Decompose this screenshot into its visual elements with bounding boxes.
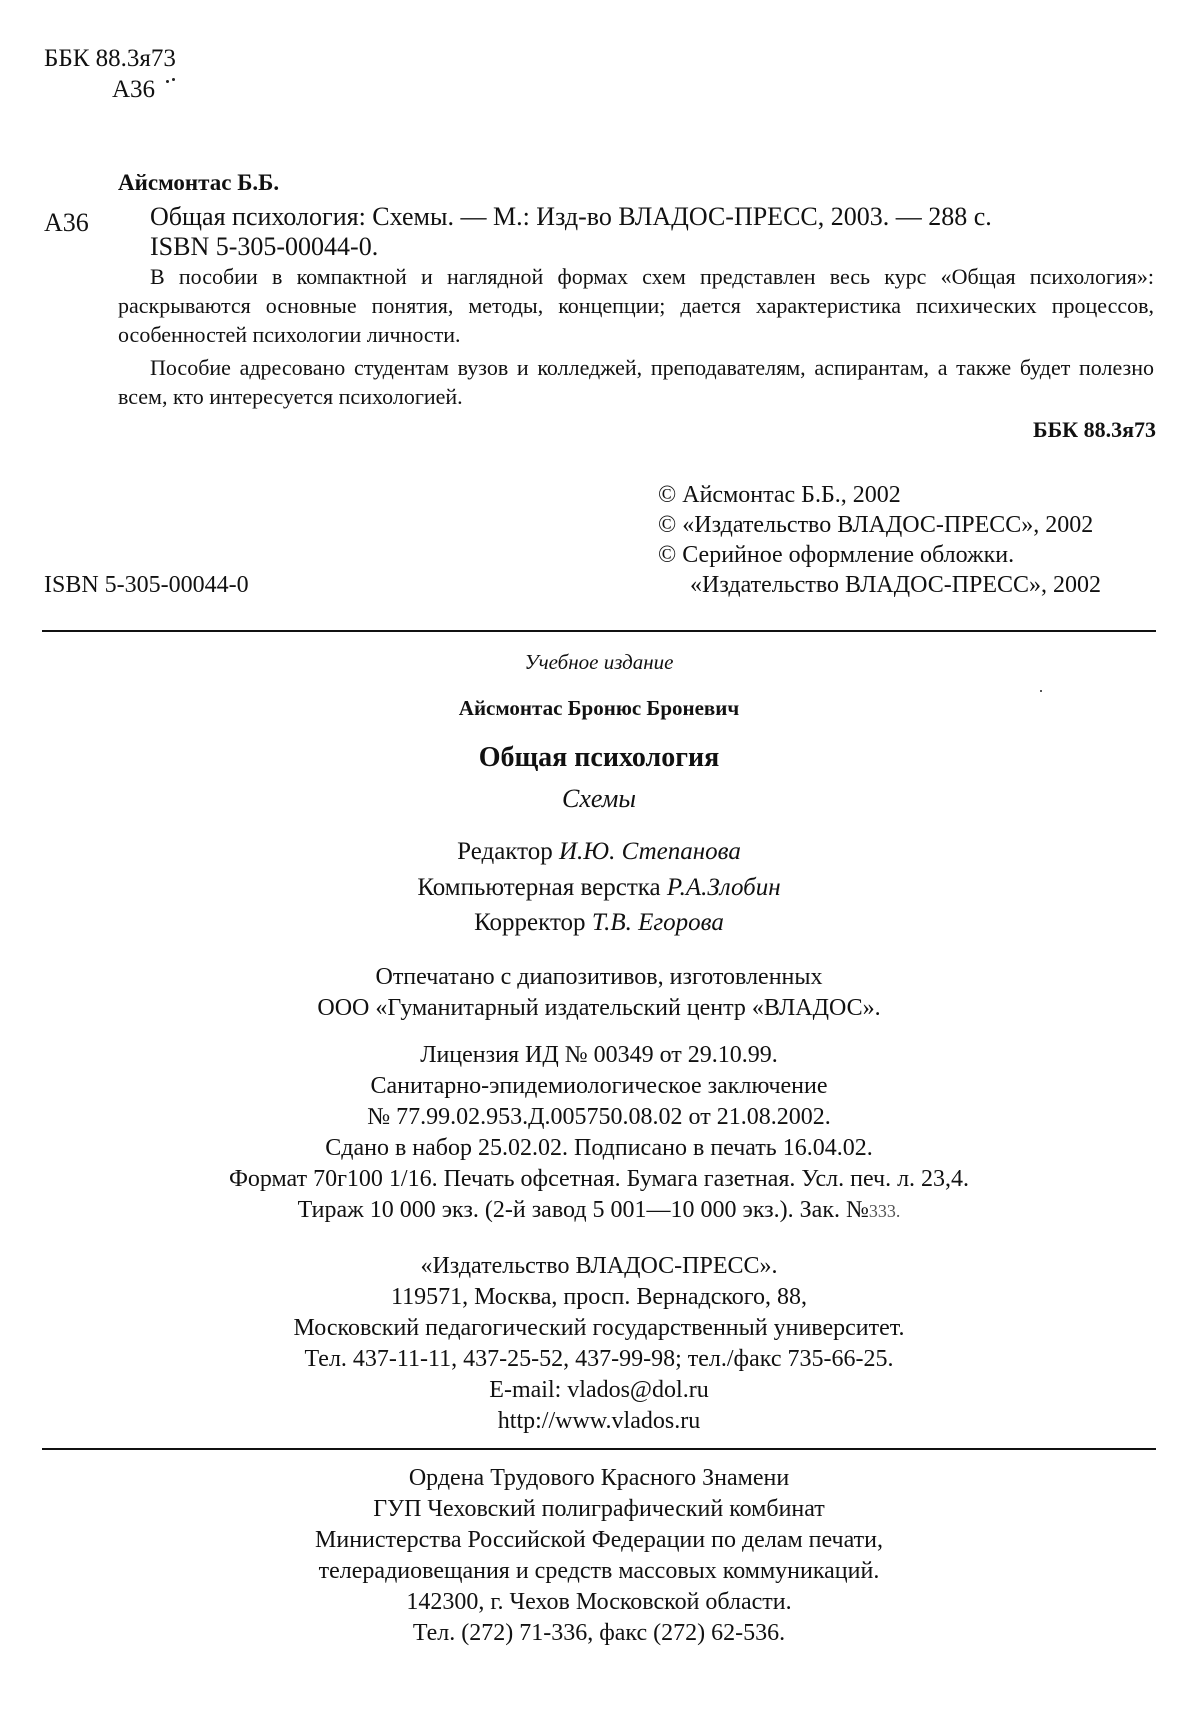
layout-label: Компьютерная верстка xyxy=(417,874,660,901)
publisher-address: 119571, Москва, просп. Вернадского, 88, xyxy=(42,1282,1156,1312)
printed-from-line: Отпечатано с диапозитивов, изготовленных xyxy=(42,962,1156,992)
card-author: Айсмонтас Б.Б. xyxy=(118,168,279,198)
copyright-line: © «Издательство ВЛАДОС-ПРЕСС», 2002 xyxy=(658,510,1101,540)
editor-line xyxy=(42,836,1156,867)
book-title: Общая психология xyxy=(42,740,1156,776)
copyright-line: © Айсмонтас Б.Б., 2002 xyxy=(658,480,1101,510)
divider xyxy=(42,1448,1156,1450)
publisher-name: «Издательство ВЛАДОС-ПРЕСС». xyxy=(42,1251,1156,1281)
printed-by-line: ООО «Гуманитарный издательский центр «ВЛАДОС». xyxy=(42,993,1156,1023)
format-line: Формат 70г100 1/16. Печать офсетная. Бумага газетная. Усл. печ. л. 23,4. xyxy=(42,1164,1156,1194)
author-mark: А36 xyxy=(112,75,155,105)
copyright-line: «Издательство ВЛАДОС-ПРЕСС», 2002 xyxy=(658,570,1101,600)
edition-type: Учебное издание xyxy=(42,648,1156,676)
print-run-line xyxy=(42,1195,1156,1226)
card-side-mark: А36 xyxy=(44,206,89,239)
bbk-code: ББК 88.3я73 xyxy=(44,44,176,74)
layout-name: Р.А.Злобин xyxy=(667,874,781,901)
publisher-website: http://www.vlados.ru xyxy=(42,1406,1156,1436)
editor-label: Редактор xyxy=(457,838,553,865)
printer-line: Тел. (272) 71-336, факс (272) 62-536. xyxy=(42,1618,1156,1648)
proofreader-name: Т.В. Егорова xyxy=(592,909,724,936)
dates-line: Сдано в набор 25.02.02. Подписано в печать 16.04.02. xyxy=(42,1133,1156,1163)
printer-line: ГУП Чеховский полиграфический комбинат xyxy=(42,1494,1156,1524)
publisher-institution: Московский педагогический государственный университет. xyxy=(42,1313,1156,1343)
publisher-phones: Тел. 437-11-11, 437-25-52, 437-99-98; тел./факс 735-66-25. xyxy=(42,1344,1156,1374)
proofreader-label: Корректор xyxy=(474,909,585,936)
card-title-line: Общая психология: Схемы. — М.: Изд-во ВЛАДОС-ПРЕСС, 2003. — 288 с. xyxy=(150,200,1156,233)
annotation-paragraph-1: В пособии в компактной и наглядной формах схем представлен весь курс «Общая психология»: раскрываются основные понятия, методы, концепции; дается характеристика психических процессов, особенностей психологии личности. xyxy=(118,262,1154,349)
print-run-text: Тираж 10 000 экз. (2-й завод 5 001—10 000 экз.). Зак. № xyxy=(298,1197,869,1223)
layout-line xyxy=(42,872,1156,903)
book-subtitle: Схемы xyxy=(42,783,1156,815)
card-isbn-line: ISBN 5-305-00044-0. xyxy=(150,230,378,263)
author-full-name: Айсмонтас Бронюс Броневич xyxy=(42,694,1156,722)
printer-line: Ордена Трудового Красного Знамени xyxy=(42,1463,1156,1493)
specks xyxy=(1040,690,1042,692)
specks xyxy=(172,78,175,81)
sanitary-line: Санитарно-эпидемиологическое заключение xyxy=(42,1071,1156,1101)
publisher-email: E-mail: vlados@dol.ru xyxy=(42,1375,1156,1405)
divider xyxy=(42,630,1156,632)
copyright-line: © Серийное оформление обложки. xyxy=(658,540,1101,570)
license-line: Лицензия ИД № 00349 от 29.10.99. xyxy=(42,1040,1156,1070)
specks xyxy=(166,80,169,83)
order-number: 333. xyxy=(869,1201,901,1221)
printer-line: 142300, г. Чехов Московской области. xyxy=(42,1587,1156,1617)
printer-line: Министерства Российской Федерации по делам печати, xyxy=(42,1525,1156,1555)
printer-line: телерадиовещания и средств массовых коммуникаций. xyxy=(42,1556,1156,1586)
copyright-block xyxy=(658,480,1101,600)
annotation-paragraph-2: Пособие адресовано студентам вузов и колледжей, преподавателям, аспирантам, а также будет полезно всем, кто интересуется психологией. xyxy=(118,353,1154,411)
isbn-bottom: ISBN 5-305-00044-0 xyxy=(44,570,249,600)
card-bbk-right: ББК 88.3я73 xyxy=(1033,416,1156,444)
editor-name: И.Ю. Степанова xyxy=(559,838,741,865)
proofreader-line xyxy=(42,907,1156,938)
sanitary-number-line: № 77.99.02.953.Д.005750.08.02 от 21.08.2002. xyxy=(42,1102,1156,1132)
